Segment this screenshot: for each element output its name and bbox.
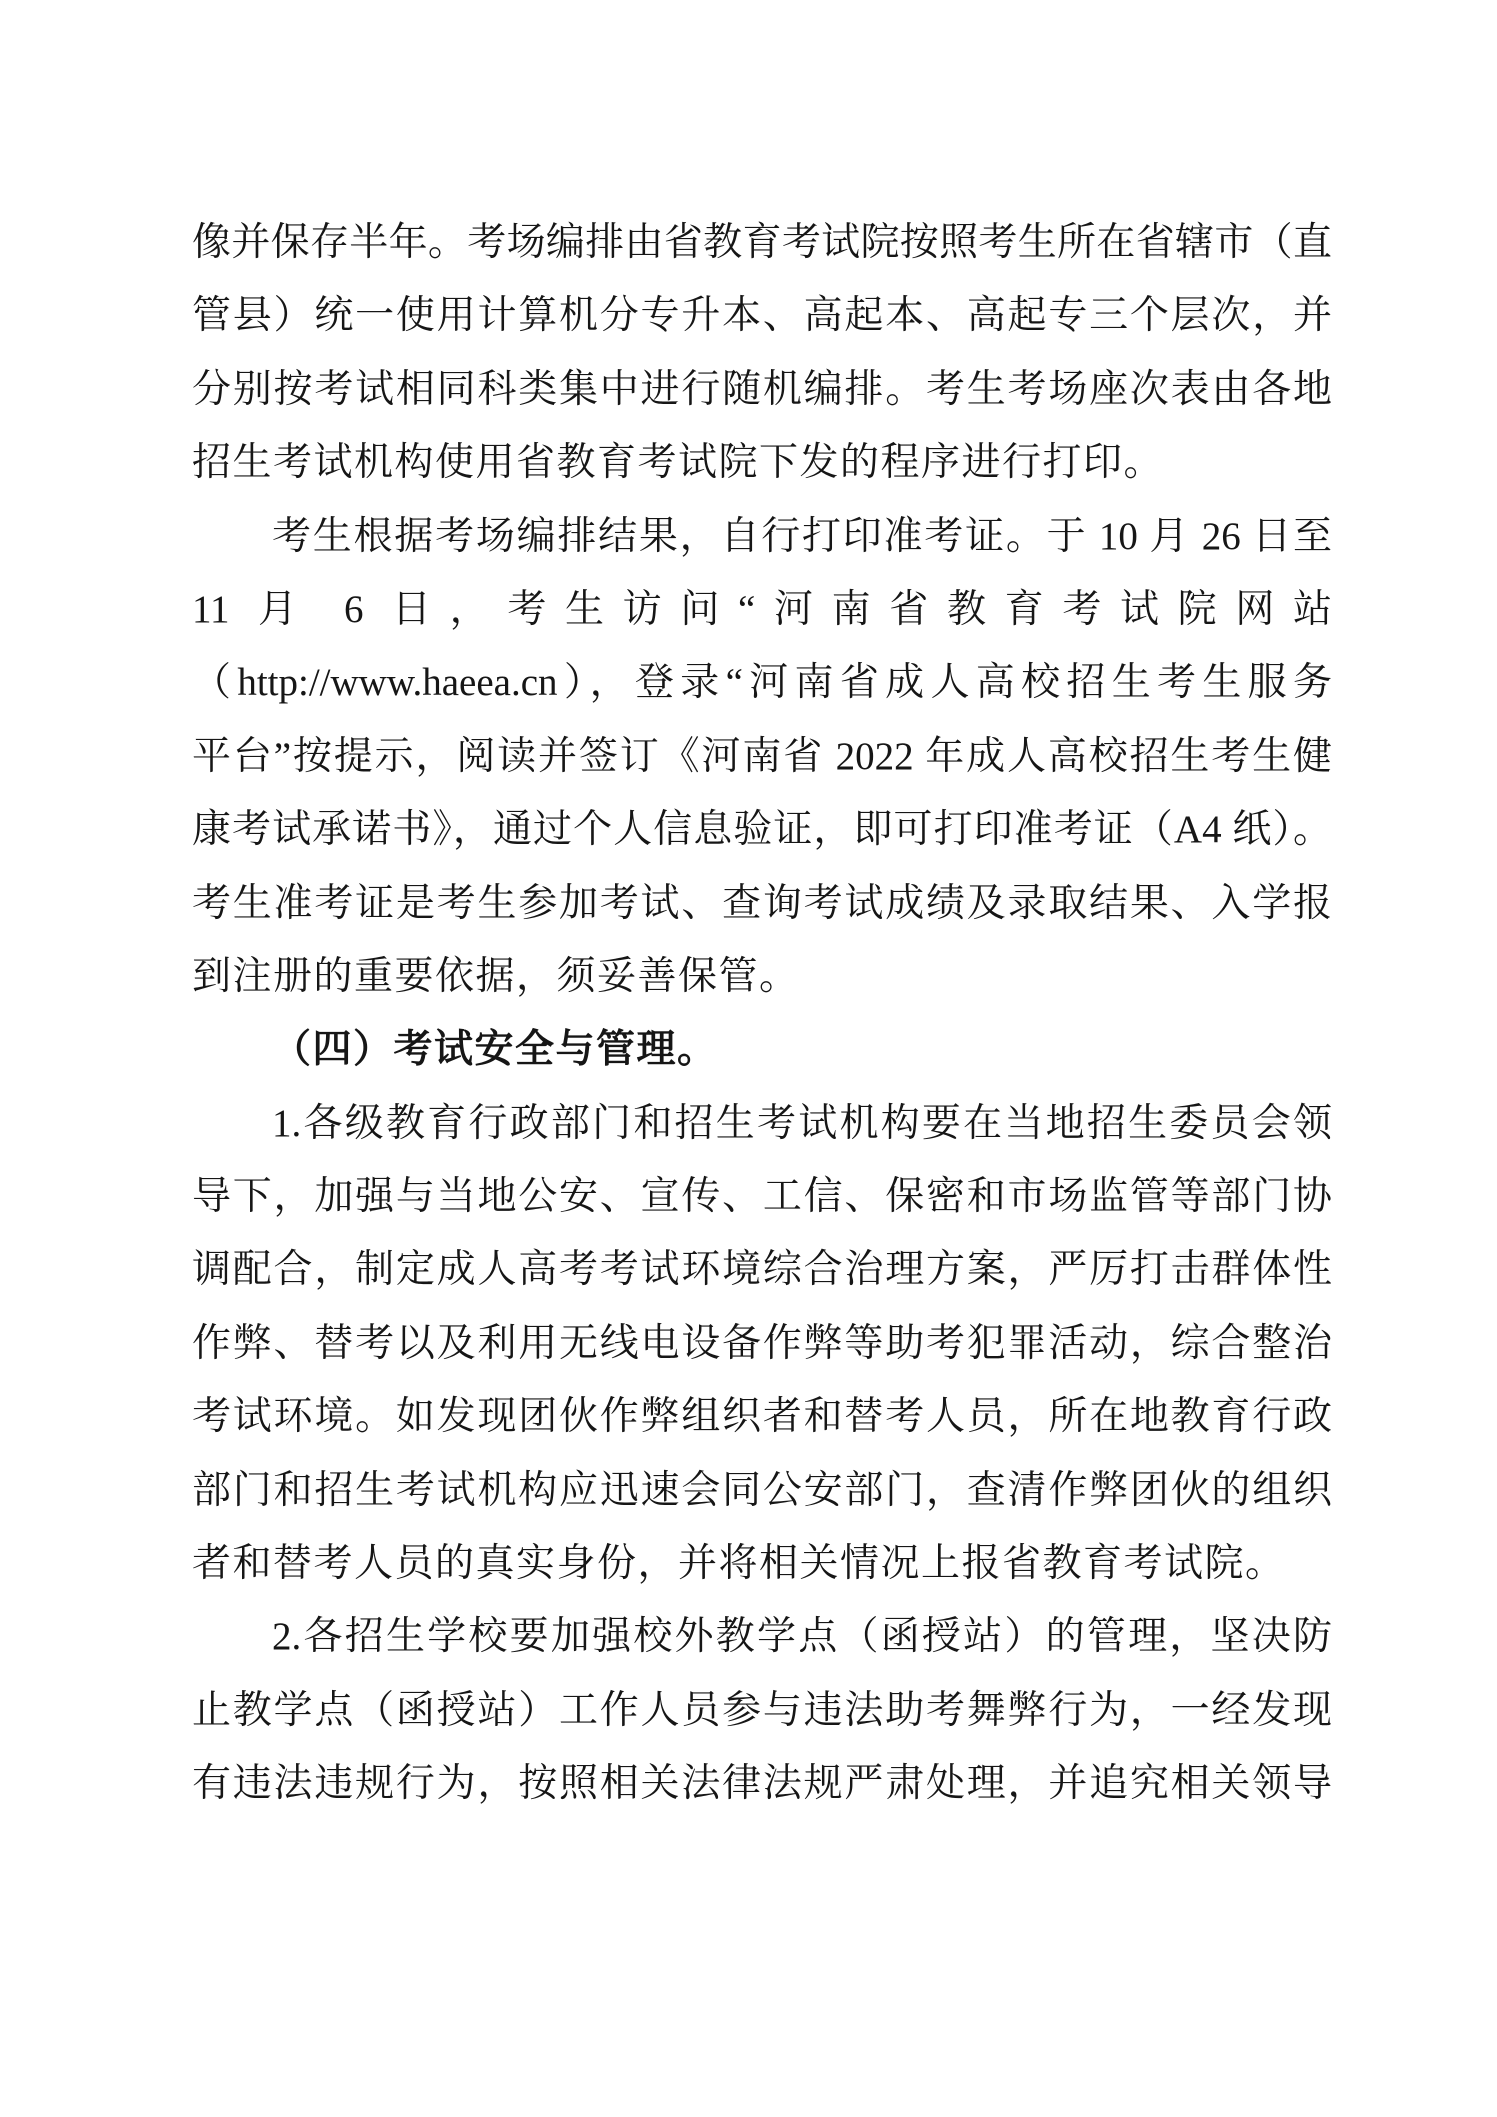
text-line: 11 月 6 日，考生访问“河南省教育考试院网站 (192, 587, 1332, 631)
text-line: （http://www.haeea.cn），登录“河南省成人高校招生考生服务 (192, 661, 1332, 705)
text-line: 考生准考证是考生参加考试、查询考试成绩及录取结果、入学报 (192, 881, 1332, 925)
text-line: 分别按考试相同科类集中进行随机编排。考生考场座次表由各地 (192, 367, 1332, 411)
text-line: 考生根据考场编排结果，自行打印准考证。于 10 月 26 日至 (272, 514, 1332, 558)
text-line: 导下，加强与当地公安、宣传、工信、保密和市场监管等部门协 (192, 1175, 1332, 1219)
document-body (192, 206, 1332, 1821)
text-line: 像并保存半年。考场编排由省教育考试院按照考生所在省辖市（直 (192, 221, 1332, 264)
text-line: 有违法违规行为，按照相关法律法规严肃处理，并追究相关领导 (192, 1762, 1332, 1806)
text-line: 1.各级教育行政部门和招生考试机构要在当地招生委员会领 (272, 1101, 1332, 1145)
text-line: 康考试承诺书》，通过个人信息验证，即可打印准考证（A4 纸）。 (192, 808, 1332, 852)
text-line: 招生考试机构使用省教育考试院下发的程序进行打印。 (192, 441, 1165, 485)
text-line: 考试环境。如发现团伙作弊组织者和替考人员，所在地教育行政 (192, 1395, 1332, 1439)
text-line: 调配合，制定成人高考考试环境综合治理方案，严厉打击群体性 (192, 1248, 1332, 1292)
text-line: 平台”按提示，阅读并签订《河南省 2022 年成人高校招生考生健 (192, 734, 1332, 778)
text-line: 作弊、替考以及利用无线电设备作弊等助考犯罪活动，综合整治 (192, 1321, 1332, 1365)
text-line: 部门和招生考试机构应迅速会同公安部门，查清作弊团伙的组织 (192, 1468, 1332, 1512)
text-line: 到注册的重要依据，须妥善保管。 (192, 954, 800, 998)
text-line: 止教学点（函授站）工作人员参与违法助考舞弊行为，一经发现 (192, 1688, 1332, 1732)
text-line: 管县）统一使用计算机分专升本、高起本、高起专三个层次，并 (192, 294, 1332, 338)
section-heading: （四）考试安全与管理。 (272, 1028, 718, 1072)
text-line: 2.各招生学校要加强校外教学点（函授站）的管理，坚决防 (272, 1615, 1332, 1659)
text-line: 者和替考人员的真实身份，并将相关情况上报省教育考试院。 (192, 1542, 1286, 1586)
